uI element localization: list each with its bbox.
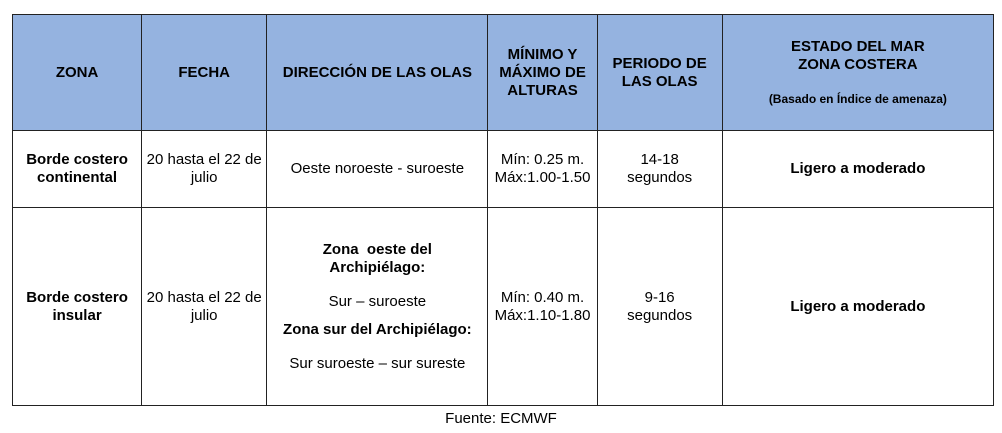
dir-oeste-value: Sur – suroeste (328, 292, 427, 310)
cell-direccion: Oeste noroeste - suroeste (267, 131, 488, 208)
header-fecha: FECHA (142, 15, 267, 131)
header-estado-note: (Basado en Índice de amenaza) (768, 91, 947, 106)
header-estado: ESTADO DEL MAR ZONA COSTERA (Basado en Índice de amenaza) (722, 15, 993, 131)
cell-estado: Ligero a moderado (722, 208, 993, 406)
dir-oeste-heading: Zona oeste del Archipiélago: (322, 240, 432, 276)
wave-forecast-table (12, 14, 994, 406)
cell-periodo: 14-18 segundos (597, 131, 722, 208)
dir-sur-value: Sur suroeste – sur sureste (289, 354, 466, 372)
cell-fecha: 20 hasta el 22 de julio (142, 131, 267, 208)
table-row (13, 131, 994, 208)
cell-alturas: Mín: 0.40 m. Máx:1.10-1.80 (488, 208, 597, 406)
dir-sur-heading: Zona sur del Archipiélago: (283, 320, 472, 338)
cell-zona: Borde costero insular (13, 208, 142, 406)
cell-zona: Borde costero continental (13, 131, 142, 208)
source-caption: Fuente: ECMWF (445, 410, 557, 427)
cell-estado: Ligero a moderado (722, 131, 993, 208)
table-row (13, 208, 994, 406)
table-header-row (13, 15, 994, 131)
cell-direccion (267, 208, 488, 406)
cell-periodo: 9-16 segundos (597, 208, 722, 406)
header-direccion: DIRECCIÓN DE LAS OLAS (267, 15, 488, 131)
header-zona: ZONA (13, 15, 142, 131)
header-alturas: MÍNIMO Y MÁXIMO DE ALTURAS (488, 15, 597, 131)
cell-fecha: 20 hasta el 22 de julio (142, 208, 267, 406)
cell-alturas: Mín: 0.25 m. Máx:1.00-1.50 (488, 131, 597, 208)
header-periodo: PERIODO DE LAS OLAS (597, 15, 722, 131)
